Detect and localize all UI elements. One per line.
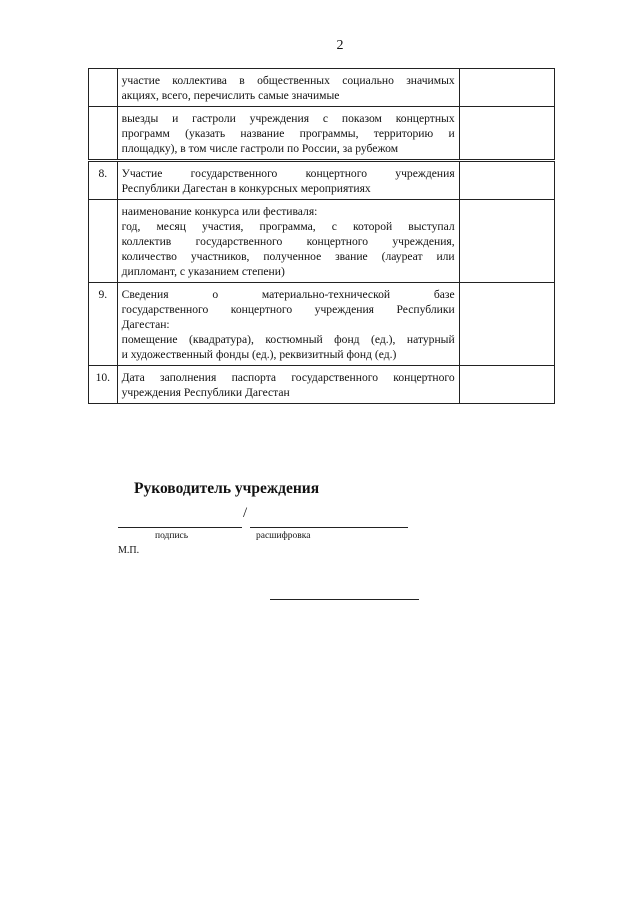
value-cell[interactable] — [459, 366, 554, 404]
row-description — [117, 200, 459, 283]
row-number — [89, 69, 118, 107]
signature-caption: подпись — [155, 531, 189, 541]
text-line: Республики Дагестан в конкурсных мероприятиях — [121, 182, 371, 195]
text-line: программ (указать название программы, территорию и — [121, 127, 455, 140]
text-line: выезды и гастроли учреждения с показом концертных — [121, 112, 455, 125]
row-description — [117, 161, 459, 200]
text-line: учреждения Республики Дагестан — [121, 386, 290, 399]
row-description — [117, 69, 459, 107]
value-cell[interactable] — [459, 107, 554, 161]
signature-title: Руководитель учреждения — [134, 480, 320, 497]
text-line: участие коллектива в общественных социально значимых — [121, 74, 455, 87]
text-line: помещение (квадратура), костюмный фонд (ед.), натурный — [121, 333, 455, 346]
table-row — [89, 283, 555, 366]
passport-table — [88, 68, 555, 404]
page-number: 2 — [336, 38, 344, 53]
text-line: коллектив государственного концертного учреждения, — [121, 235, 455, 248]
value-cell[interactable] — [459, 161, 554, 200]
value-cell[interactable] — [459, 283, 554, 366]
text-line: Сведения о материально-технической базе — [121, 288, 455, 301]
row-number: 9. — [89, 283, 118, 366]
text-line: государственного концертного учреждения Республики — [121, 303, 455, 316]
table-row — [89, 107, 555, 161]
signature-separator: / — [243, 505, 248, 521]
table-row — [89, 366, 555, 404]
text-line: дипломант, с указанием степени) — [121, 265, 285, 278]
table-row — [89, 200, 555, 283]
row-description — [117, 107, 459, 161]
signature-line[interactable] — [118, 527, 242, 528]
value-cell[interactable] — [459, 200, 554, 283]
row-description — [117, 283, 459, 366]
row-number — [89, 107, 118, 161]
text-line: и художественный фонды (ед.), реквизитный фонд (ед.) — [121, 348, 397, 361]
stamp-label: М.П. — [118, 545, 140, 556]
decoding-line[interactable] — [250, 527, 408, 528]
text-line: Участие государственного концертного учреждения — [121, 167, 455, 180]
table-row — [89, 161, 555, 200]
value-cell[interactable] — [459, 69, 554, 107]
row-number: 8. — [89, 161, 118, 200]
text-line: Дагестан: — [121, 318, 170, 331]
text-line: Дата заполнения паспорта государственного концертного — [121, 371, 455, 384]
text-line: количество участников, полученное звание (лауреат или — [121, 250, 455, 263]
row-description — [117, 366, 459, 404]
table-row — [89, 69, 555, 107]
row-number — [89, 200, 118, 283]
closing-rule — [270, 599, 419, 600]
text-line: площадку), в том числе гастроли по России, за рубежом — [121, 142, 399, 155]
text-line: наименование конкурса или фестиваля: — [121, 205, 318, 218]
text-line: год, месяц участия, программа, с которой выступал — [121, 220, 455, 233]
row-number: 10. — [89, 366, 118, 404]
decoding-caption: расшифровка — [256, 531, 311, 541]
text-line: акциях, всего, перечислить самые значимые — [121, 89, 340, 102]
